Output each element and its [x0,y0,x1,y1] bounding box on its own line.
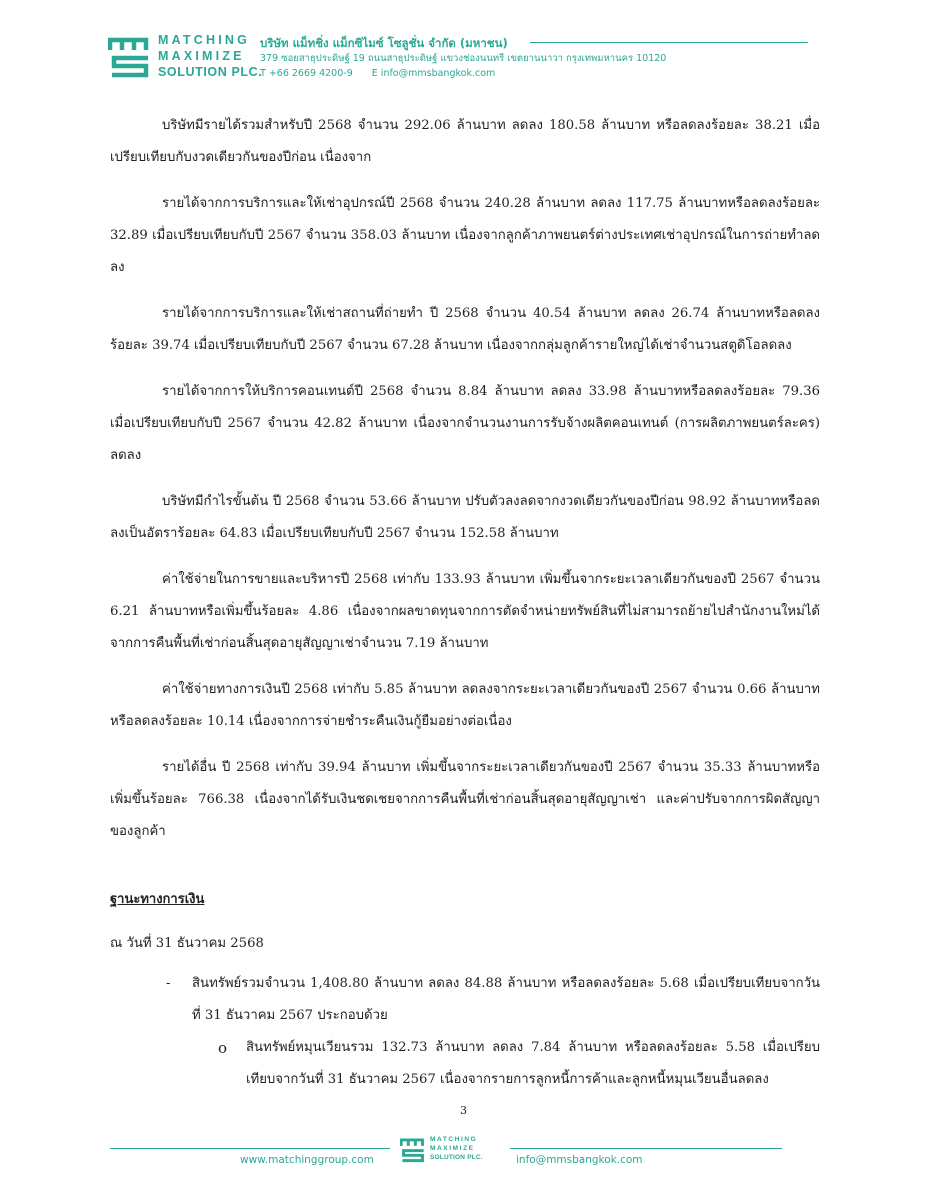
footer-logo-line-3: SOLUTION PLC. [430,1154,483,1161]
paragraph-sga-expenses: ค่าใช้จ่ายในการขายและบริหารปี 2568 เท่ากับ 133.93 ล้านบาท เพิ่มขึ้นจากระยะเวลาเดียวกันของปี 2567 จำนวน 6.21 ล้านบาทหรือเพิ่มขึ้นร้อยละ 4.86 เนื่องจากผลขาดทุนจากการตัดจำหน่ายทรัพย์สินที่ไม่สามารถย้ายไปสำนักงานใหม่ได้จากการคืนพื้นที่เช่าก่อนสิ้นสุดอายุสัญญาเช่าจำนวน 7.19 ล้านบาท [110,572,820,651]
footer-logo-wordmark [430,1135,483,1162]
paragraph-gross-profit: บริษัทมีกำไรขั้นต้น ปี 2568 จำนวน 53.66 ล้านบาท ปรับตัวลงลดจากงวดเดียวกันของปีก่อน 98.92 ล้านบาทหรือลดลงเป็นอัตราร้อยละ 64.83 เมื่อเปรียบเทียบกับปี 2567 จำนวน 152.58 ล้านบาท [110,494,820,541]
page-number: 3 [460,1104,467,1117]
footer-website-link[interactable]: www.matchinggroup.com [240,1154,374,1166]
footer-logo [400,1134,510,1168]
paragraph-other-income: รายได้อื่น ปี 2568 เท่ากับ 39.94 ล้านบาท เพิ่มขึ้นจากระยะเวลาเดียวกันของปี 2567 จำนวน 35.33 ล้านบาทหรือเพิ่มขึ้นร้อยละ 766.38 เนื่องจากได้รับเงินชดเชยจากการคืนพื้นที่เช่าก่อนสิ้นสุดอายุสัญญาเช่า และค่าปรับจากการผิดสัญญาของลูกค้า [110,760,820,839]
company-email: E info@mmsbangkok.com [371,68,496,79]
paragraph-equipment-rental: รายได้จากการบริการและให้เช่าอุปกรณ์ปี 2568 จำนวน 240.28 ล้านบาท ลดลง 117.75 ล้านบาทหรือลดลงร้อยละ 32.89 เมื่อเปรียบเทียบกับปี 2567 จำนวน 358.03 ล้านบาท เนื่องจากลูกค้าภาพยนตร์ต่างประเทศเช่าอุปกรณ์ในการถ่ายทำลดลง [110,196,820,275]
paragraph-studio-rental: รายได้จากการบริการและให้เช่าสถานที่ถ่ายทำ ปี 2568 จำนวน 40.54 ล้านบาท ลดลง 26.74 ล้านบาทหรือลดลงร้อยละ 39.74 เมื่อเปรียบเทียบกับปี 2567 จำนวน 67.28 ล้านบาท เนื่องจากกลุ่มลูกค้ารายใหญ่ได้เช่าจำนวนสตูดิโอลดลง [110,306,820,353]
dash-bullet-icon: - [166,976,171,991]
section-heading-financial-position: ฐานะทางการเงิน [110,892,205,907]
company-address: 379 ซอยสาธุประดิษฐ์ 19 ถนนสาธุประดิษฐ์ แขวงช่องนนทรี เขตยานนาวา กรุงเทพมหานคร 10120 [260,53,667,64]
current-assets-text: สินทรัพย์หมุนเวียนรวม 132.73 ล้านบาท ลดลง 7.84 ล้านบาท หรือลดลงร้อยละ 5.58 เมื่อเปรียบเทียบจากวันที่ 31 ธันวาคม 2567 เนื่องจากรายการลูกหนี้การค้าและลูกหนี้หมุนเวียนอื่นลดลง [246,1040,820,1087]
footer-email-link[interactable]: info@mmsbangkok.com [516,1154,643,1166]
footer-logo-line-2: MAXIMIZE [430,1145,475,1152]
total-assets-text: สินทรัพย์รวมจำนวน 1,408.80 ล้านบาท ลดลง 84.88 ล้านบาท หรือลดลงร้อยละ 5.68 เมื่อเปรียบเทียบจากวันที่ 31 ธันวาคม 2567 ประกอบด้วย [192,976,820,1023]
footer-logo-icon [400,1136,426,1164]
document-body [110,110,820,1096]
circle-bullet-icon: o [218,1039,228,1057]
logo-wordmark [158,32,262,80]
paragraph-finance-costs: ค่าใช้จ่ายทางการเงินปี 2568 เท่ากับ 5.85 ล้านบาท ลดลงจากระยะเวลาเดียวกันของปี 2567 จำนวน 0.66 ล้านบาทหรือลดลงร้อยละ 10.14 เนื่องจากการจ่ายชำระคืนเงินกู้ยืมอย่างต่อเนื่อง [110,682,820,729]
footer-logo-line-1: MATCHING [430,1136,478,1143]
list-item-current-assets [110,1032,820,1096]
footer-divider-left [110,1148,390,1149]
list-item-total-assets [110,968,820,1032]
company-name: บริษัท แม็ทชิ่ง แม็กซิไมซ์ โซลูชั่น จำกัด (มหาชน) [260,36,508,50]
company-info [260,32,808,81]
footer-divider-right [510,1148,782,1149]
as-of-date: ณ วันที่ 31 ธันวาคม 2568 [110,936,264,951]
logo-line-3: SOLUTION PLC. [158,65,263,79]
company-phone: T +66 2669 4200-9 [260,68,353,79]
header-divider [530,42,808,43]
paragraph-revenue-total: บริษัทมีรายได้รวมสำหรับปี 2568 จำนวน 292.06 ล้านบาท ลดลง 180.58 ล้านบาท หรือลดลงร้อยละ 38.21 เมื่อเปรียบเทียบกับงวดเดียวกันของปีก่อน เนื่องจาก [110,118,820,165]
company-contact [260,66,808,81]
logo-line-1: MATCHING [158,33,251,47]
page-header [108,30,808,86]
paragraph-content-services: รายได้จากการให้บริการคอนเทนต์ปี 2568 จำนวน 8.84 ล้านบาท ลดลง 33.98 ล้านบาทหรือลดลงร้อยละ 79.36 เมื่อเปรียบเทียบกับปี 2567 จำนวน 42.82 ล้านบาท เนื่องจากจำนวนงานการรับจ้างผลิตคอนเทนต์ (การผลิตภาพยนตร์ละคร) ลดลง [110,384,820,463]
company-logo-icon [108,36,152,78]
logo-line-2: MAXIMIZE [158,49,245,63]
